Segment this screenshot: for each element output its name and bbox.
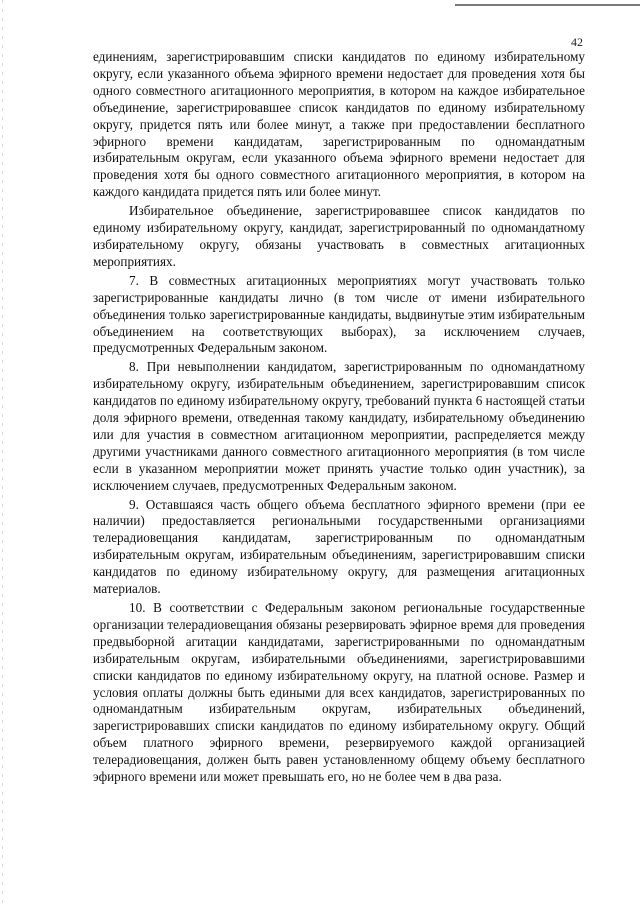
- paragraph-obligation: Избирательное объединение, зарегистрировавшее список кандидатов по единому избирательному округу, кандидат, зарегистрированный по одномандатному избирательному округу, обязаны участвовать в совместных агитационных мероприятиях.: [93, 203, 585, 269]
- paragraph-continuation: единениям, зарегистрировавшим списки кандидатов по единому избирательному округу, если указанного объема эфирного времени недостает для проведения хотя бы одного совместного агитационного мероприятия, в котором на каждое избирательное объединение, зарегистрировавшее список кандидатов по единому избирательному округу, придется пять или более минут, а также при предоставлении бесплатного эфирного времени кандидатам, зарегистрированным по одномандатным избирательным округам, если указанного объема эфирного времени недостает для проведения хотя бы одного совместного агитационного мероприятия, в котором на каждого кандидата придется пять или более минут.: [93, 49, 585, 200]
- paragraph-item-7: 7. В совместных агитационных мероприятиях могут участвовать только зарегистрированные кандидаты лично (в том числе от имени избирательного объединения только зарегистрированные кандидаты, выдвинутые этим избирательным объединением на соответствующих выборах), за исключением случаев, предусмотренных Федеральным законом.: [93, 272, 585, 356]
- scan-top-rule: [455, 4, 640, 6]
- paragraph-item-9: 9. Оставшаяся часть общего объема бесплатного эфирного времени (при ее наличии) предоставляется региональными государственными организациями телерадиовещания кандидатам, зарегистрированным по одномандатным избирательным округам, избирательным объединениям, зарегистрировавшим списки кандидатов по единому избирательному округу, для размещения агитационных материалов.: [93, 496, 585, 597]
- document-body: [93, 49, 585, 786]
- page-number: 42: [571, 35, 583, 49]
- scan-margin-artifact: [2, 0, 3, 905]
- paragraph-item-8: 8. При невыполнении кандидатом, зарегистрированным по одномандатному избирательному округу, избирательным объединением, зарегистрировавшим список кандидатов по единому избирательному округу, требований пункта 6 настоящей статьи доля эфирного времени, отведенная такому кандидату, избирательному объединению или для участия в совместном агитационном мероприятии, распределяется между другими участниками данного совместного агитационного мероприятия (в том числе если в указанном мероприятии может принять участие только один участник), за исключением случаев, предусмотренных Федеральным законом.: [93, 359, 585, 493]
- paragraph-item-10: 10. В соответствии с Федеральным законом региональные государственные организации телерадиовещания обязаны резервировать эфирное время для проведения предвыборной агитации кандидатами, зарегистрированными по одномандатным избирательным округам, избирательными объединениями, зарегистрировавшими списки кандидатов по единому избирательному округу, на платной основе. Размер и условия оплаты должны быть едиными для всех кандидатов, зарегистрированных по одномандатным избирательным округам, избирательных объединений, зарегистрировавших списки кандидатов по единому избирательному округу. Общий объем платного эфирного времени, резервируемого каждой организацией телерадиовещания, должен быть равен установленному общему объему бесплатного эфирного времени или может превышать его, но не более чем в два раза.: [93, 600, 585, 785]
